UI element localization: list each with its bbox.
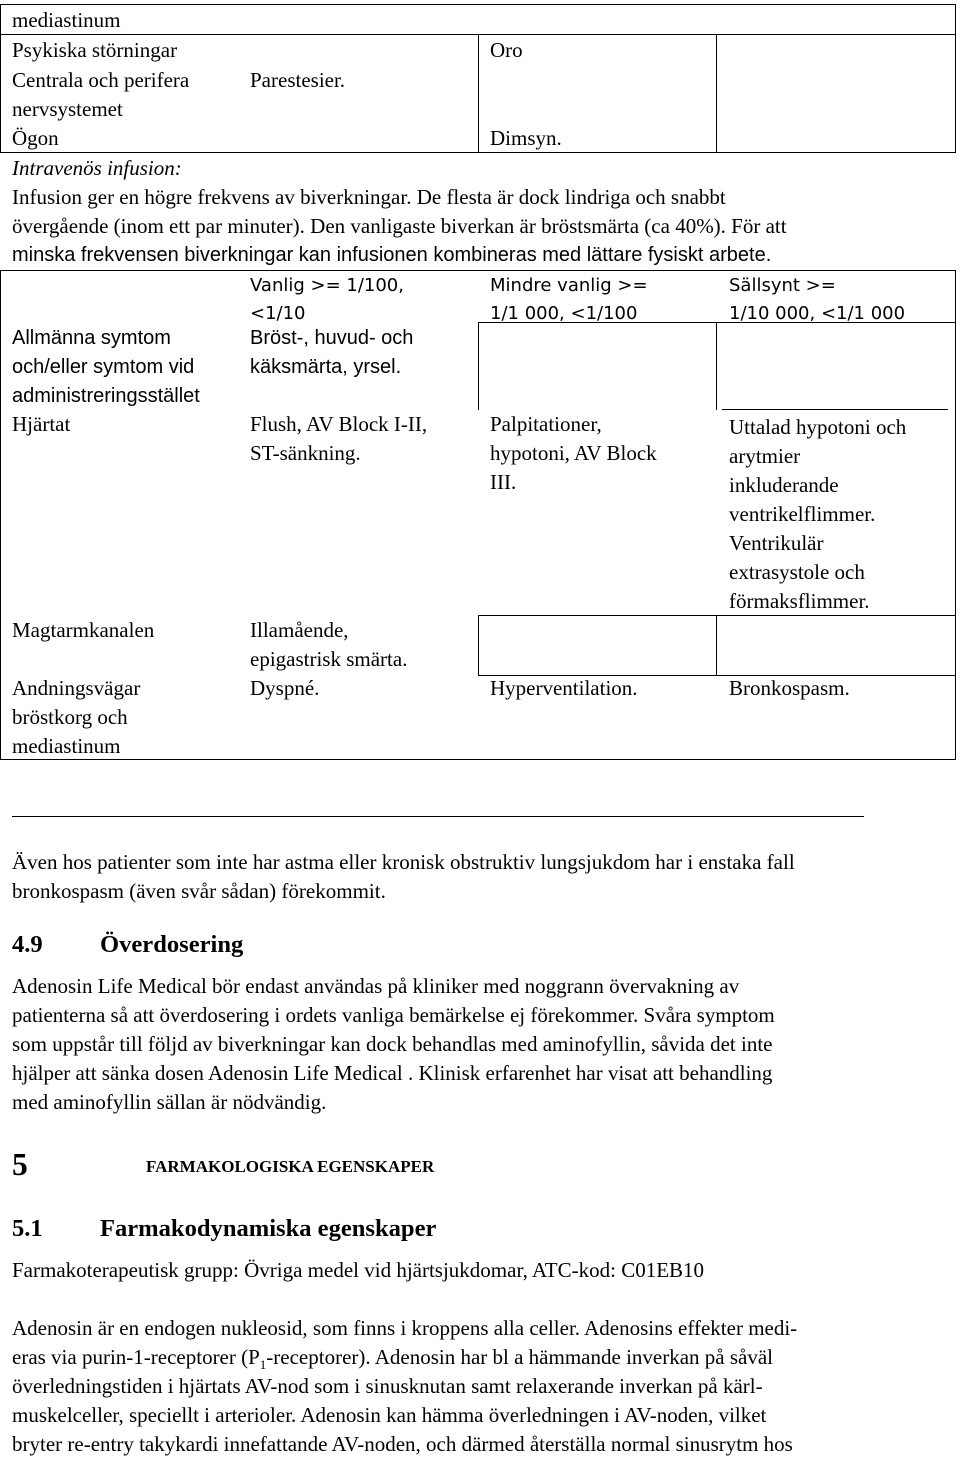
column-header-rare	[729, 272, 905, 328]
table-cell	[490, 674, 638, 703]
paragraph-line: med aminofyllin sällan är nödvändig.	[12, 1090, 327, 1114]
paragraph-line: Infusion ger en högre frekvens av biverkningar. De flesta är dock lindriga och snabbt	[12, 185, 726, 209]
paragraph-line: Även hos patienter som inte har astma eller kronisk obstruktiv lungsjukdom har i enstaka fall	[12, 850, 795, 874]
label-line: bröstkorg och	[12, 705, 128, 729]
paragraph-line: patienterna så att överdosering i ordets vanliga bemärkelse ej förekommer. Svåra symptom	[12, 1003, 775, 1027]
table-cell	[729, 674, 850, 703]
label-line: Andningsvägar	[12, 676, 141, 700]
table-cell	[490, 410, 657, 497]
table-cell: Oro	[490, 38, 523, 62]
row-label-general	[12, 324, 200, 411]
section-title: Farmakodynamiska egenskaper	[100, 1215, 437, 1242]
header-line: Vanlig >= 1/100,	[250, 275, 404, 296]
row-label: Centrala och perifera	[12, 68, 190, 92]
paragraph-line: muskelceller, speciellt i arterioler. Adenosin kan hämma överledningen i AV-noden, vilket	[12, 1403, 767, 1427]
section-title: FARMAKOLOGISKA EGENSKAPER	[146, 1157, 435, 1176]
label-line: Allmänna symtom	[12, 327, 171, 349]
table-border	[478, 322, 479, 410]
table-border	[0, 759, 956, 760]
table-cell	[729, 413, 906, 616]
row-label: Psykiska störningar	[12, 38, 178, 62]
header-line: 1/1 000, <1/100	[490, 303, 638, 324]
table-cell: Parestesier.	[250, 68, 346, 92]
column-header-common	[250, 272, 404, 328]
table-cell	[250, 616, 407, 674]
paragraph-line: minska frekvensen biverkningar kan infusionen kombineras med lättare fysiskt arbete.	[12, 244, 772, 266]
column-header-uncommon	[490, 272, 648, 328]
row-label: Ögon	[12, 126, 59, 150]
cell-line: Illamående,	[250, 618, 349, 642]
cell-line: Flush, AV Block I-II,	[250, 412, 428, 436]
paragraph-line: övergående (inom ett par minuter). Den vanligaste biverkan är bröstsmärta (ca 40%). För att	[12, 214, 787, 238]
cell-line: epigastrisk smärta.	[250, 647, 408, 671]
paragraph-line: bronkospasm (även svår sådan) förekommit.	[12, 879, 386, 903]
cell-line: extrasystole och	[729, 560, 865, 584]
table-cell: Dimsyn.	[490, 126, 562, 150]
row-label: mediastinum	[12, 8, 121, 32]
footnote-separator	[12, 816, 864, 817]
cell-line: ventrikelflimmer.	[729, 502, 876, 526]
section-number: 5.1	[12, 1215, 43, 1242]
header-line: Mindre vanlig >=	[490, 275, 648, 296]
section-number: 4.9	[12, 931, 43, 958]
cell-line: ST-sänkning.	[250, 441, 361, 465]
label-line: och/eller symtom vid	[12, 356, 195, 378]
cell-line: Palpitationer,	[490, 412, 602, 436]
table-border	[0, 4, 1, 152]
paragraph-line: Adenosin Life Medical bör endast användas på kliniker med noggrann övervakning av	[12, 974, 740, 998]
paragraph-line: hjälper att sänka dosen Adenosin Life Medical . Klinisk erfarenhet har visat att behandling	[12, 1061, 773, 1085]
atc-line: Farmakoterapeutisk grupp: Övriga medel vid hjärtsjukdomar, ATC-kod: C01EB10	[12, 1258, 705, 1282]
label-line: Magtarmkanalen	[12, 618, 155, 642]
subscript: 1	[259, 1357, 267, 1373]
table-cell	[250, 324, 413, 382]
iv-heading: Intravenös infusion:	[12, 156, 182, 180]
cell-line: förmaksflimmer.	[729, 589, 870, 613]
label-line: Hjärtat	[12, 412, 71, 436]
cell-line: III.	[490, 470, 517, 494]
table-border	[0, 34, 956, 35]
table-border	[955, 270, 956, 760]
table-border	[716, 34, 717, 152]
section-title: Överdosering	[100, 931, 244, 958]
cell-line: Uttalad hypotoni och	[729, 415, 907, 439]
table-border	[0, 152, 956, 153]
table-cell	[250, 410, 427, 468]
table-border	[478, 34, 479, 152]
cell-line: käksmärta, yrsel.	[250, 356, 402, 378]
section-number: 5	[12, 1147, 28, 1182]
row-label-respiratory	[12, 674, 140, 761]
text-span: eras via purin-1-receptorer (P	[12, 1345, 260, 1369]
cell-line: hypotoni, AV Block	[490, 441, 657, 465]
row-label-gi	[12, 616, 154, 645]
table-border	[478, 615, 479, 675]
row-label: nervsystemet	[12, 97, 123, 121]
table-border	[716, 322, 717, 410]
cell-line: Bröst-, huvud- och	[250, 327, 414, 349]
row-label-heart	[12, 410, 70, 439]
cell-line: Bronkospasm.	[729, 676, 850, 700]
paragraph-line: Adenosin är en endogen nukleosid, som finns i kroppens alla celler. Adenosins effekter medi-	[12, 1316, 798, 1340]
text-span: -receptorer). Adenosin har bl a hämmande inverkan på såväl	[266, 1345, 774, 1369]
table-border	[722, 409, 948, 410]
paragraph-line: som uppstår till följd av biverkningar kan dock behandlas med aminofyllin, såvida det inte	[12, 1032, 773, 1056]
table-border	[716, 615, 717, 675]
cell-line: Ventrikulär	[729, 531, 824, 555]
label-line: administreringsstället	[12, 385, 200, 407]
cell-line: Hyperventilation.	[490, 676, 638, 700]
cell-line: arytmier	[729, 444, 801, 468]
table-border	[955, 4, 956, 152]
table-border	[0, 270, 956, 271]
header-line: <1/10	[250, 303, 306, 324]
table-border	[0, 270, 1, 760]
table-cell	[250, 674, 319, 703]
table-border	[0, 4, 956, 5]
paragraph-line: överledningstiden i hjärtats AV-nod som i sinusknutan samt relaxerande inverkan på kärl-	[12, 1374, 763, 1398]
label-line: mediastinum	[12, 734, 121, 758]
header-line: Sällsynt >=	[729, 275, 836, 296]
cell-line: inkluderande	[729, 473, 839, 497]
cell-line: Dyspné.	[250, 676, 320, 700]
header-line: 1/10 000, <1/1 000	[729, 303, 906, 324]
paragraph-line: bryter re-entry takykardi innefattande AV-noden, och därmed återställa normal sinusrytm hos	[12, 1432, 793, 1456]
